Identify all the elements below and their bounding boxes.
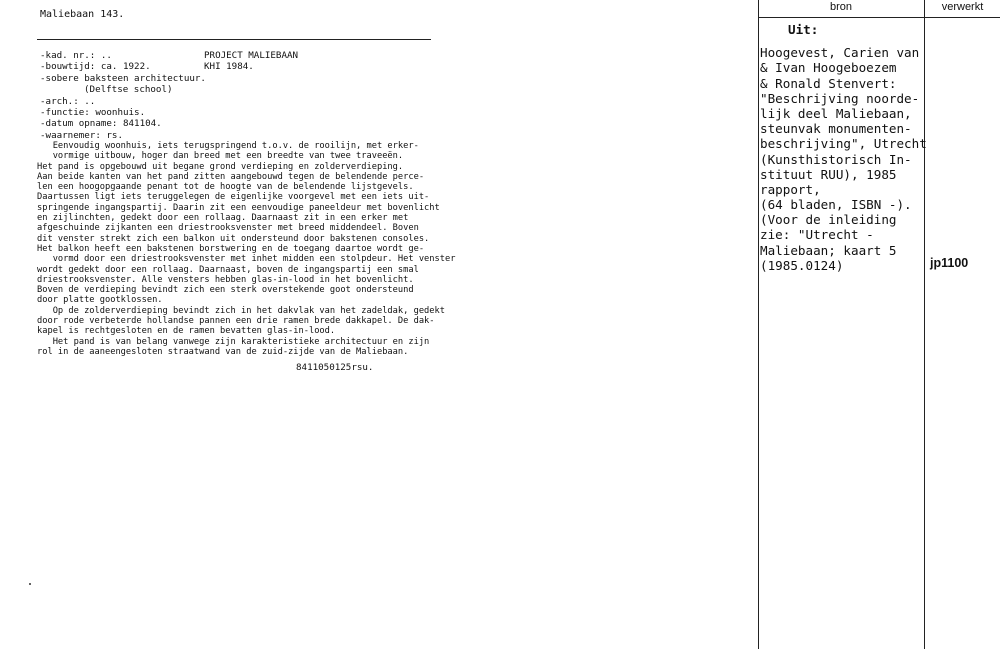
panel-column-divider (924, 0, 925, 649)
meta-school: (Delftse school) (84, 84, 173, 96)
citation-line: (1985.0124) (760, 257, 844, 273)
panel-header-rule (758, 17, 1000, 18)
body-line: vormd door een driestrooksvenster met inhet midden een stolpdeur. Het venster (37, 254, 456, 265)
body-line: door platte gootklossen. (37, 295, 163, 306)
metadata-block (40, 50, 206, 141)
scan-speck (29, 583, 31, 585)
project-name: PROJECT MALIEBAAN (204, 50, 299, 61)
body-line: Boven de verdieping bevindt zich een sterk overstekende goot ondersteund (37, 285, 414, 296)
body-line: springende ingangspartij. Daarin zit een eenvoudige paneeldeur met bovenlicht (37, 202, 440, 213)
citation-line: (64 bladen, ISBN -). (760, 197, 912, 213)
citation-line: (Kunsthistorisch In- (760, 151, 912, 167)
meta-arch: -arch.: .. (40, 95, 96, 107)
citation-line: stituut RUU), 1985 (760, 166, 897, 182)
body-line: Het pand is van belang vanwege zijn karakteristieke architectuur en zijn (37, 336, 430, 347)
body-line: afgeschuinde zijkanten een driestrooksvenster met breed middendeel. Boven (37, 223, 419, 234)
citation-line: rapport, (760, 181, 821, 197)
body-line: kapel is rechtgesloten en de ramen bevatten glas-in-lood. (37, 326, 336, 337)
citation-line: & Ronald Stenvert: (760, 75, 897, 91)
meta-bouwtijd: -bouwtijd: ca. 1922. (40, 61, 151, 73)
meta-datum-opname: -datum opname: 841104. (40, 118, 162, 130)
project-code: KHI 1984. (204, 61, 254, 73)
meta-architectuur: -sobere baksteen architectuur. (40, 72, 206, 84)
body-line: driestrooksvenster. Alle vensters hebben glas-in-lood in het bovenlicht. (37, 274, 414, 285)
body-line: len een hoogopgaande penant tot de hoogte van de belendende lijstgevels. (37, 182, 414, 193)
source-citation (760, 22, 927, 273)
citation-line: zie: "Utrecht - (760, 227, 874, 243)
header-rule (37, 39, 431, 40)
header-verwerkt: verwerkt (941, 1, 984, 13)
meta-waarnemer: -waarnemer: rs. (40, 129, 123, 141)
body-line: Daartussen ligt iets teruggelegen de eigenlijke voorgevel met een iets uit- (37, 192, 430, 203)
body-line: dit venster strekt zich een balkon uit ondersteund door bakstenen consoles. (37, 233, 430, 244)
body-line: vormige uitbouw, hoger dan breed met een breedte van twee traveeën. (37, 151, 404, 162)
reference-panel (758, 0, 1000, 649)
body-line: rol in de aaneengesloten straatwand van de zuid-zijde van de Maliebaan. (37, 346, 409, 357)
panel-left-border (758, 0, 759, 649)
citation-line: beschrijving", Utrecht (760, 136, 927, 152)
body-line: door rode verbeterde hollandse pannen een drie ramen brede dakkapel. De dak- (37, 316, 435, 327)
body-line: Het pand is opgebouwd uit begane grond verdieping en zolderverdieping. (37, 161, 404, 172)
project-block (204, 50, 298, 73)
citation-line: (Voor de inleiding (760, 212, 897, 228)
processed-code: jp1100 (930, 256, 969, 270)
body-line: Eenvoudig woonhuis, iets terugspringend t.o.v. de rooilijn, met erker- (37, 141, 419, 151)
citation-lines (760, 45, 927, 273)
document-code: 8411050125rsu. (296, 362, 374, 373)
body-line: Aan beide kanten van het pand zitten aangebouwd tegen de belendende perce- (37, 171, 425, 182)
meta-kad-nr: -kad. nr.: .. (40, 50, 112, 61)
body-line: wordt gedekt door een rollaag. Daarnaast, boven de ingangspartij een smal (37, 264, 419, 275)
citation-line: Maliebaan; kaart 5 (760, 242, 897, 258)
body-line: Het balkon heeft een bakstenen borstwering en de toegang daartoe wordt ge- (37, 243, 425, 254)
description-text (37, 141, 456, 357)
meta-functie: -functie: woonhuis. (40, 106, 146, 118)
citation-line: & Ivan Hoogeboezem (760, 60, 897, 76)
header-bron: bron (829, 1, 853, 13)
citation-line: lijk deel Maliebaan, (760, 105, 912, 121)
body-line: en zijlinchten, gedekt door een rollaag. Daarnaast zit in een erker met (37, 213, 409, 224)
uit-label: Uit: (788, 22, 819, 37)
body-line: Op de zolderverdieping bevindt zich in het dakvlak van het zadeldak, gedekt (37, 305, 445, 316)
document-title: Maliebaan 143. (40, 9, 125, 20)
citation-line: steunvak monumenten- (760, 121, 912, 137)
citation-line: Hoogevest, Carien van (760, 45, 920, 61)
citation-line: "Beschrijving noorde- (760, 90, 920, 106)
